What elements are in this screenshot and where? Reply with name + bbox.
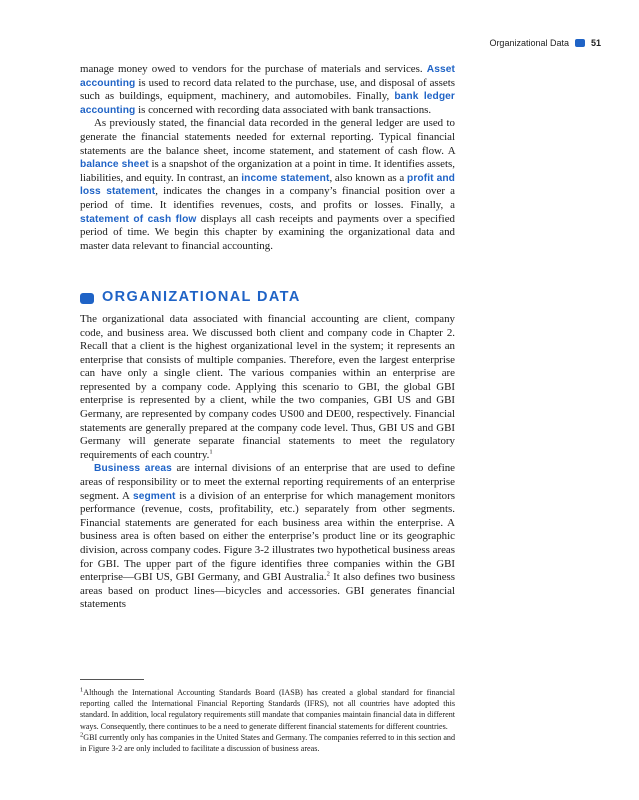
footnote-divider — [80, 679, 144, 680]
running-head — [489, 38, 601, 48]
footnote-number: 2 — [80, 731, 84, 739]
blue-square-marker-icon — [80, 293, 94, 304]
key-term-business-areas: Business areas — [94, 463, 172, 475]
section-paragraph-2: Business areas are internal divisions of an enterprise that are used to define areas of responsibility or to meet the external reporting requirements of an enterprise segment. A segment is a division of an enterprise for which management monitors performance (revenue, costs, profitability, etc.) separately from other segments. Financial statements are generated for each business area within the enterprise. A business area is often based on either the enterprise’s product line or its geographic division, across company codes. Figure 3-2 illustrates two hypothetical business areas for GBI. The upper part of the figure identifies three companies within the GBI enterprise—GBI US, GBI Germany, and GBI Australia.$^2$ It also defines two business areas based on product lines—bicycles and accessories. GBI generates financial statements — [80, 462, 456, 611]
key-term-balance-sheet: balance sheet — [80, 159, 149, 171]
footnote-1: $^1$Although the International Accounting Standards Board (IASB) has created a global standard for financial reporting called the International Financial Reporting Standards (IFRS), not all countries have adopted this standard. In addition, local regulatory requirements still mandate that companies maintain financial data in different ways. Consequently, there continues to be a need to generate different financial statements for different countries. — [80, 686, 455, 731]
page-number: 51 — [590, 38, 601, 48]
running-head-title: Organizational Data — [489, 38, 569, 48]
key-term-asset-accounting: Asset accounting — [80, 64, 455, 89]
section-title: ORGANIZATIONAL DATA — [102, 289, 301, 306]
intro-paragraph-2: As previously stated, the financial data recorded in the general ledger are used to generate the financial statements needed for external reporting. Typical financial statements are the balance sheet, income statement, and statement of cash flow. A balance sheet is a snapshot of the organization at a point in time. It identifies assets, liabilities, and equity. In contrast, an income statement, also known as a profit and loss statement, indicates the changes in a company’s financial position over a period of time. It identifies revenues, costs, and profits or losses. Finally, a statement of cash flow displays all cash receipts and payments over a specified period of time. We begin this chapter by examining the organizational data and master data relevant to financial accounting. — [80, 117, 455, 252]
intro-paragraph-1: manage money owed to vendors for the purchase of materials and services. Asset accounting is used to record data related to the purchase, use, and disposal of assets such as buildings, equipment, machinery, and automobiles. Finally, bank ledger accounting is concerned with recording data associated with bank transactions. — [80, 63, 456, 116]
footnote-2: $^2$GBI currently only has companies in the United States and Germany. The companies referred to in this section and in Figure 3-2 are only included to facilitate a discussion of business areas. — [80, 731, 456, 754]
footnote-ref-1[interactable]: 1 — [209, 448, 213, 456]
section-heading — [80, 291, 455, 305]
key-term-income-statement: income statement — [241, 172, 330, 184]
footnote-ref-2[interactable]: 2 — [326, 570, 330, 578]
key-term-bank-ledger-accounting: bank ledger accounting — [80, 91, 456, 116]
key-term-statement-of-cash-flow: statement of cash flow — [80, 213, 197, 225]
footnote-number: 1 — [80, 686, 84, 694]
footnotes — [80, 687, 455, 754]
blue-square-marker-icon — [575, 39, 585, 47]
key-term-segment: segment — [132, 490, 176, 502]
key-term-profit-and-loss-statement: profit and loss statement — [80, 172, 455, 198]
body-text — [80, 63, 455, 612]
section-paragraph-1: The organizational data associated with financial accounting are client, company code, and business area. We discussed both client and company code in Chapter 2. Recall that a client is the highest organizational level in the system; it represents an enterprise that consists of multiple companies. Therefore, even the largest enterprise can have only a single client. The various companies within an enterprise are represented by a company code. Applying this scenario to GBI, the global GBI enterprise is represented by a client, while the two companies, GBI US and GBI Germany, are represented by company codes US00 and DE00, respectively. Financial statements are generally prepared at the company code level. Thus, GBI US and GBI Germany will generate separate financial statements to meet the regulatory requirements of each country.$^1$ — [80, 312, 455, 461]
